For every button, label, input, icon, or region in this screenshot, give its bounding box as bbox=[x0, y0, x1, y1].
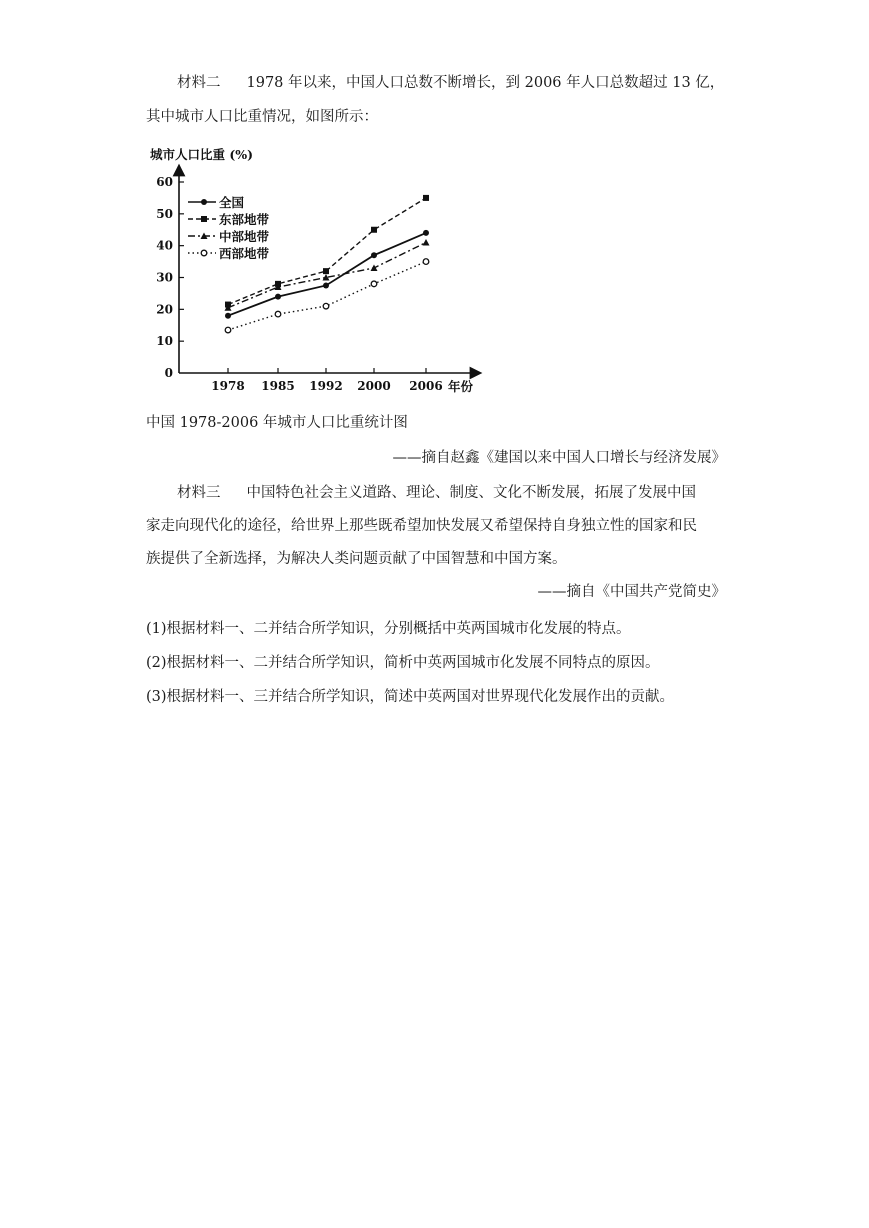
data-point bbox=[371, 252, 377, 258]
material2-line1 bbox=[146, 67, 757, 99]
chart-ylabel: 城市人口比重 (%) bbox=[150, 147, 254, 162]
chart-legend bbox=[188, 195, 270, 261]
source-citation-2: ——摘自《中国共产党简史》 bbox=[537, 584, 726, 600]
data-point bbox=[225, 327, 231, 333]
urban-population-chart bbox=[146, 140, 496, 402]
chart-svg bbox=[146, 140, 496, 402]
data-point bbox=[323, 282, 329, 288]
question-1: (1)根据材料一、二并结合所学知识，分别概括中英两国城市化发展的特点。 bbox=[146, 621, 631, 637]
data-point bbox=[423, 195, 429, 201]
material2-label: 材料二 bbox=[177, 75, 221, 91]
y-tick-label: 60 bbox=[156, 175, 173, 189]
legend-marker bbox=[201, 216, 207, 222]
legend-entry: 中部地带 bbox=[219, 229, 270, 244]
legend-marker bbox=[201, 199, 207, 205]
chart-xlabel: 年份 bbox=[448, 379, 474, 394]
data-point bbox=[371, 281, 377, 287]
y-tick-label: 30 bbox=[156, 270, 173, 285]
x-tick-label: 2006 bbox=[409, 379, 443, 393]
data-point bbox=[275, 294, 281, 300]
data-point bbox=[275, 311, 281, 317]
chart-ticks bbox=[156, 175, 442, 393]
y-tick-label: 0 bbox=[164, 366, 173, 380]
y-tick-label: 40 bbox=[156, 238, 173, 253]
question-2: (2)根据材料一、二并结合所学知识，简析中英两国城市化发展不同特点的原因。 bbox=[146, 655, 660, 671]
legend-marker bbox=[201, 250, 207, 256]
y-tick-label: 20 bbox=[156, 302, 173, 317]
data-point bbox=[371, 227, 377, 233]
material3-line2: 家走向现代化的途径，给世界上那些既希望加快发展又希望保持自身独立性的国家和民 bbox=[146, 518, 697, 534]
data-point bbox=[323, 303, 329, 309]
data-point bbox=[323, 268, 329, 274]
legend-entry: 全国 bbox=[219, 195, 245, 210]
y-tick-label: 10 bbox=[156, 334, 173, 349]
material3-line3: 族提供了全新选择，为解决人类问题贡献了中国智慧和中国方案。 bbox=[146, 551, 567, 567]
legend-entry: 西部地带 bbox=[219, 246, 270, 261]
x-tick-label: 1992 bbox=[309, 379, 343, 393]
x-tick-label: 1985 bbox=[261, 379, 295, 393]
material3-text1: 中国特色社会主义道路、理论、制度、文化不断发展，拓展了发展中国 bbox=[246, 485, 696, 501]
x-tick-label: 2000 bbox=[357, 379, 391, 393]
material2-line2: 其中城市人口比重情况，如图所示： bbox=[146, 109, 378, 125]
data-point bbox=[423, 239, 430, 246]
data-point bbox=[423, 230, 429, 236]
material2-text1: 1978 年以来，中国人口总数不断增长，到 2006 年人口总数超过 13 亿， bbox=[246, 75, 725, 91]
material3-line1 bbox=[146, 477, 757, 509]
data-point bbox=[371, 264, 378, 271]
x-tick-label: 1978 bbox=[211, 379, 245, 393]
data-point bbox=[225, 313, 231, 319]
y-tick-label: 50 bbox=[156, 206, 173, 221]
material3-label: 材料三 bbox=[177, 485, 221, 501]
source-citation-1: ——摘自赵鑫《建国以来中国人口增长与经济发展》 bbox=[392, 450, 726, 466]
question-3: (3)根据材料一、三并结合所学知识，简述中英两国对世界现代化发展作出的贡献。 bbox=[146, 689, 675, 705]
legend-entry: 东部地带 bbox=[219, 212, 270, 227]
data-point bbox=[423, 259, 429, 265]
chart-caption: 中国 1978-2006 年城市人口比重统计图 bbox=[146, 415, 408, 431]
